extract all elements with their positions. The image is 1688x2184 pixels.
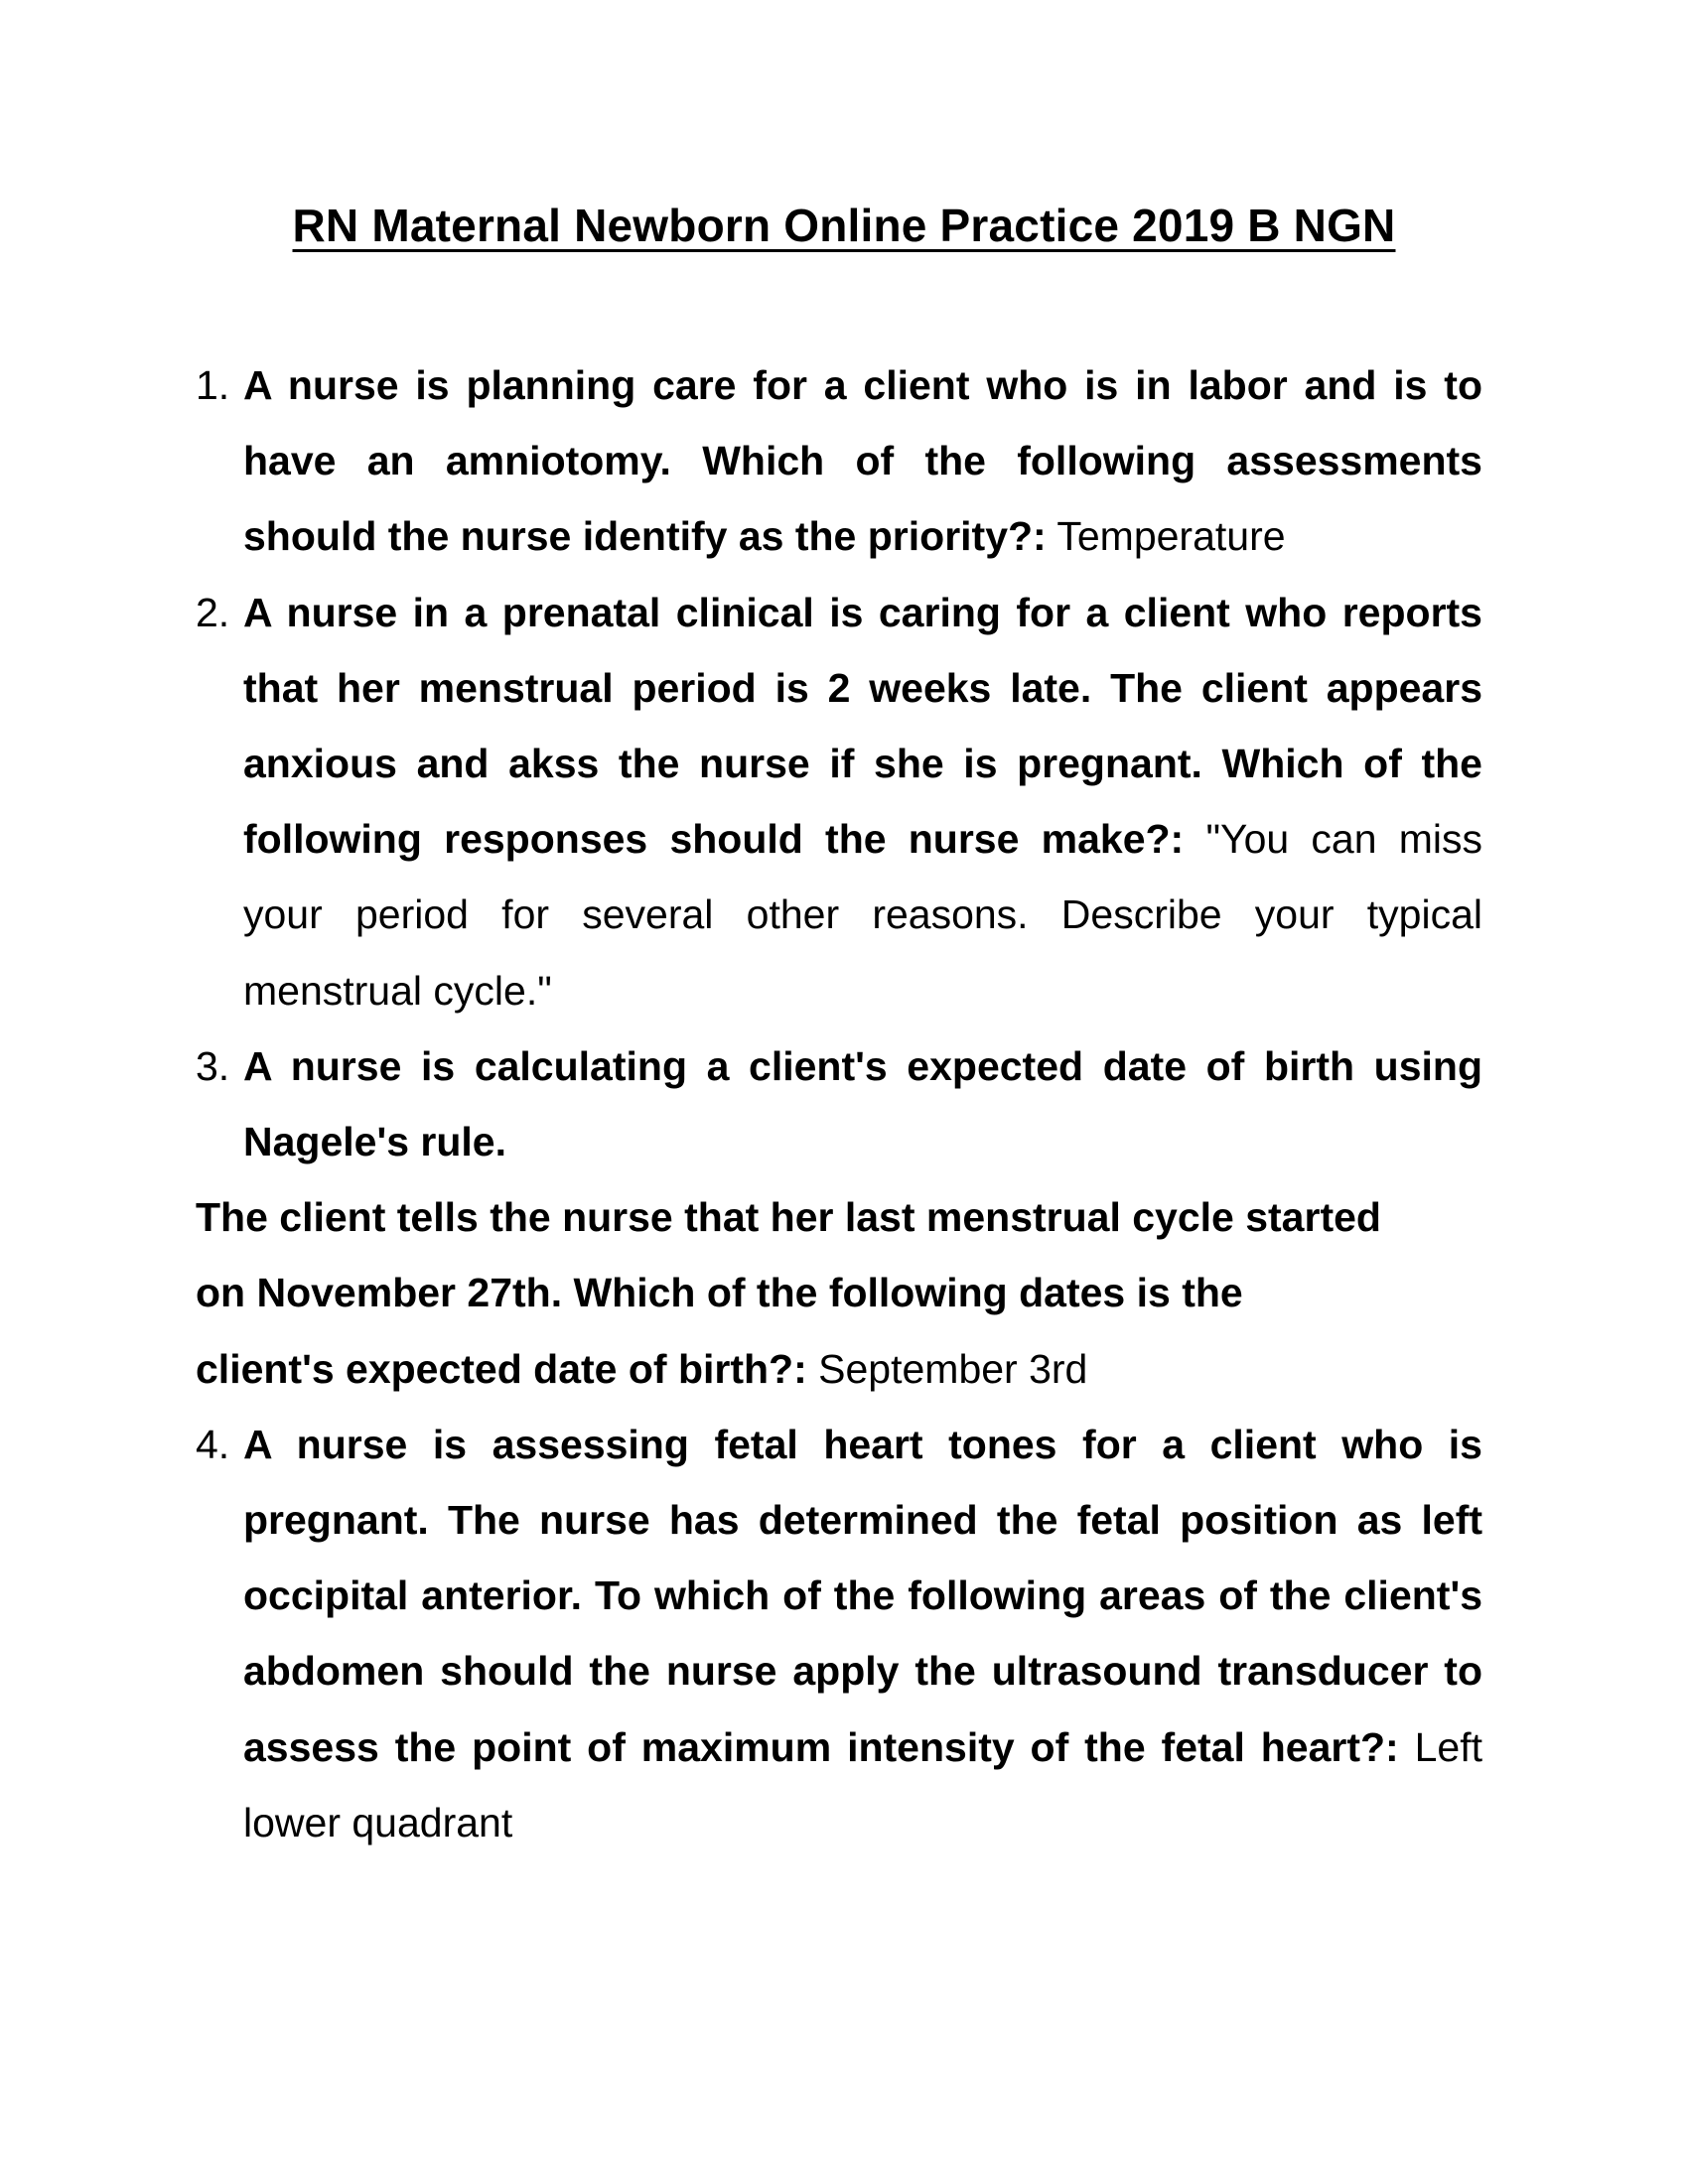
question-text: A nurse is calculating a client's expected date of birth using Nagele's rule. [243, 1042, 1482, 1165]
answer-text: Temperature [1056, 513, 1286, 560]
question-text: client's expected date of birth?: [196, 1345, 807, 1392]
question-number: 4. [196, 1421, 230, 1467]
question-item-1 [196, 347, 1482, 575]
question-list [196, 347, 1482, 1860]
continuation-final-line [196, 1331, 1482, 1407]
question-text: A nurse is assessing fetal heart tones for a client who is pregnant. The nurse has determined the fetal position as left occipital anterior. To which of the following areas of the client's abdomen should the nurse apply the ultrasound transducer to assess the point of maximum intensity of the fetal heart?: [243, 1421, 1482, 1770]
continuation-line: on November 27th. Which of the following dates is the [196, 1270, 1243, 1316]
question-number: 1. [196, 362, 230, 408]
question-number: 2. [196, 589, 230, 635]
question-item-2 [196, 575, 1482, 1028]
page-title: RN Maternal Newborn Online Practice 2019 B NGN [292, 200, 1396, 251]
question-3-continuation [196, 1179, 1482, 1407]
question-text: A nurse in a prenatal clinical is caring for a client who reports that her menstrual period is 2 weeks late. The client appears anxious and akss the nurse if she is pregnant. Which of the following responses should the nurse make?: [243, 589, 1482, 863]
question-item-3 [196, 1028, 1482, 1179]
answer-text: "You can miss your period for several other reasons. Describe your typical menstrual cycle." [243, 816, 1482, 1014]
question-text: A nurse is planning care for a client who is in labor and is to have an amniotomy. Which of the following assessments should the nurse identify as the priority?: [243, 362, 1482, 560]
continuation-line: The client tells the nurse that her last menstrual cycle started [196, 1194, 1381, 1241]
question-item-4 [196, 1407, 1482, 1860]
answer-text: September 3rd [818, 1345, 1088, 1392]
question-number: 3. [196, 1042, 230, 1089]
answer-text: Left lower quadrant [243, 1723, 1482, 1845]
